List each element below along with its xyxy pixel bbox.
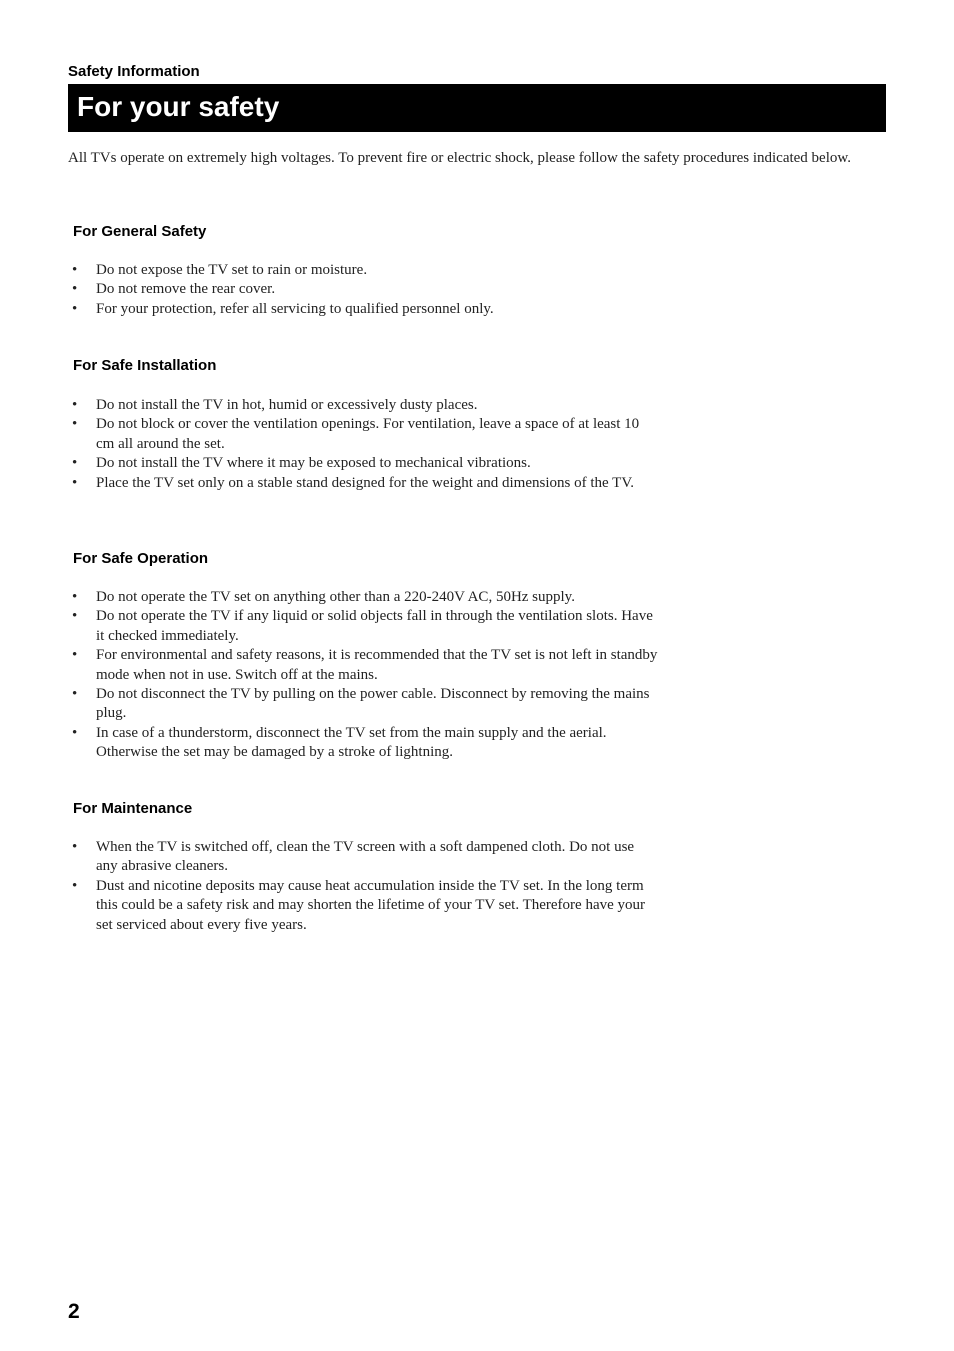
list-item: • Do not install the TV where it may be exposed to mechanical vibrations. [68, 454, 658, 473]
list-item: • Do not block or cover the ventilation openings. For ventilation, leave a space of at least 10 cm all around the set. [68, 415, 658, 454]
list-item: • Do not install the TV in hot, humid or excessively dusty places. [68, 396, 658, 415]
list-maintenance [68, 838, 658, 935]
list-item: • Dust and nicotine deposits may cause heat accumulation inside the TV set. In the long term this could be a safety risk and may shorten the lifetime of your TV set. Therefore have your set serviced about every five years. [68, 877, 658, 935]
list-safe-installation [68, 396, 658, 493]
list-item: • For your protection, refer all servicing to qualified personnel only. [68, 300, 658, 319]
page-number: 2 [68, 1300, 80, 1323]
list-item: • Do not operate the TV set on anything other than a 220-240V AC, 50Hz supply. [68, 588, 658, 607]
list-item: • Do not expose the TV set to rain or moisture. [68, 261, 658, 280]
section-label: Safety Information [68, 63, 200, 80]
list-item: • Do not operate the TV if any liquid or solid objects fall in through the ventilation slots. Have it checked immediately. [68, 607, 658, 646]
page-title: For your safety [77, 91, 280, 122]
heading-general-safety: For General Safety [73, 223, 207, 240]
list-item: • Do not disconnect the TV by pulling on the power cable. Disconnect by removing the mains plug. [68, 685, 658, 724]
list-safe-operation [68, 588, 658, 763]
list-item: • In case of a thunderstorm, disconnect the TV set from the main supply and the aerial. Otherwise the set may be damaged by a stroke of lightning. [68, 724, 658, 763]
list-item: • Do not remove the rear cover. [68, 280, 658, 299]
intro-paragraph: All TVs operate on extremely high voltages. To prevent fire or electric shock, please follow the safety procedures indicated below. [68, 150, 851, 166]
heading-safe-installation: For Safe Installation [73, 357, 217, 374]
list-item: • When the TV is switched off, clean the TV screen with a soft dampened cloth. Do not use any abrasive cleaners. [68, 838, 658, 877]
heading-maintenance: For Maintenance [73, 800, 193, 817]
list-item: • Place the TV set only on a stable stand designed for the weight and dimensions of the TV. [68, 474, 658, 493]
list-item: • For environmental and safety reasons, it is recommended that the TV set is not left in standby mode when not in use. Switch off at the mains. [68, 646, 658, 685]
heading-safe-operation: For Safe Operation [73, 550, 209, 567]
list-general-safety [68, 261, 658, 319]
title-bar [68, 84, 886, 132]
